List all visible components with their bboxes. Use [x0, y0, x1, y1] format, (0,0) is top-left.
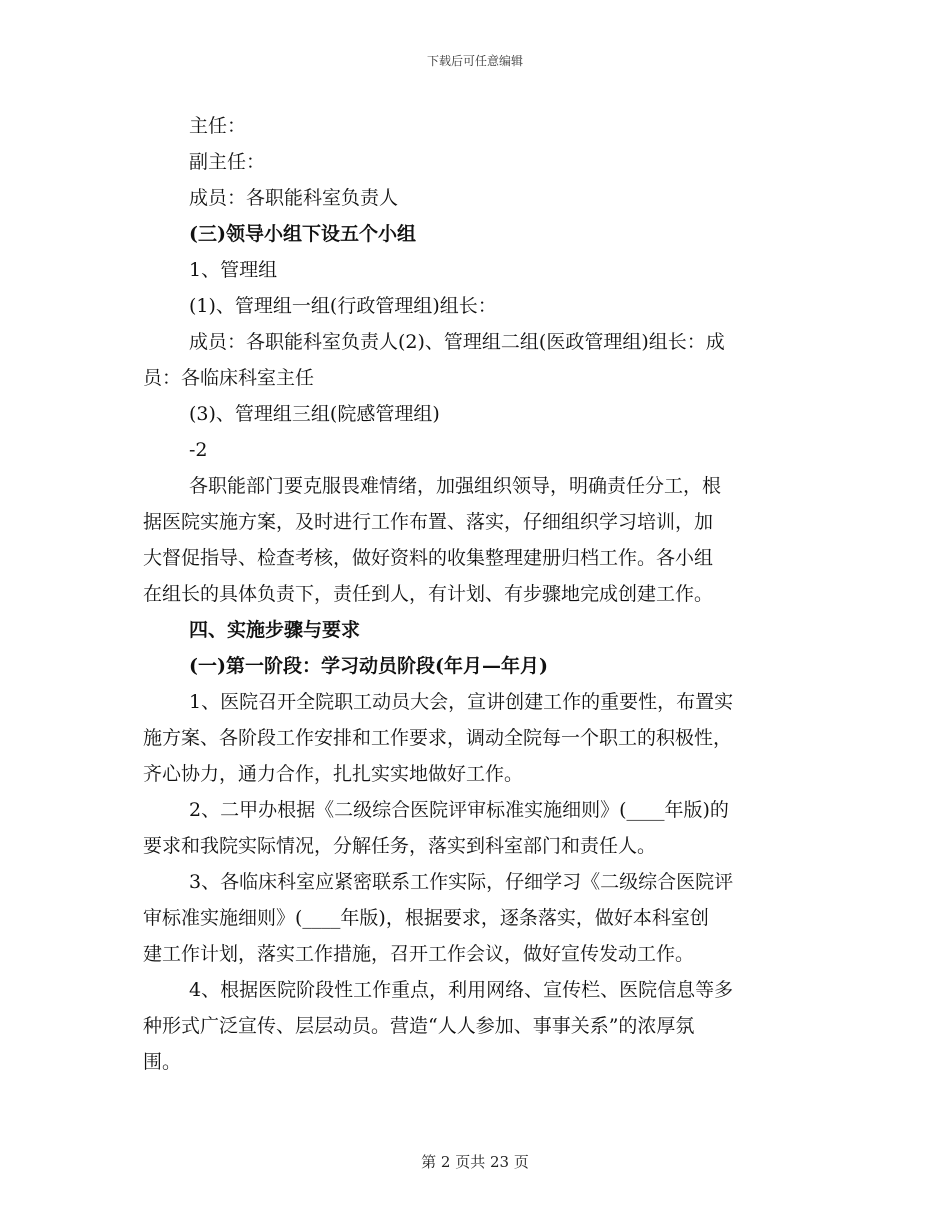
document-body — [143, 108, 808, 1080]
section-heading-subgroups: (三)领导小组下设五个小组 — [189, 223, 416, 245]
item-4-line-1: 4、根据医院阶段性工作重点，利用网络、宣传栏、医院信息等多 — [189, 979, 734, 1001]
section-heading-steps: 四、实施步骤与要求 — [189, 619, 361, 641]
text-line-members-group-2: 成员：各职能科室负责人(2)、管理组二组(医政管理组)组长：成 — [189, 331, 725, 353]
text-line-management-group: 1、管理组 — [189, 259, 278, 281]
page-header: 下载后可任意编辑 — [426, 54, 523, 68]
item-3-line-1: 3、各临床科室应紧密联系工作实际，仔细学习《二级综合医院评 — [189, 871, 734, 893]
text-line-members-clinical: 员：各临床科室主任 — [143, 367, 315, 389]
item-4-line-2: 种形式广泛宣传、层层动员。营造“人人参加、事事关系”的浓厚氛 — [143, 1015, 695, 1037]
item-4-line-3: 围。 — [143, 1051, 182, 1073]
item-1-line-2: 施方案、各阶段工作安排和工作要求，调动全院每一个职工的积极性， — [143, 727, 733, 749]
paragraph-duties-line-1: 各职能部门要克服畏难情绪，加强组织领导，明确责任分工，根 — [189, 475, 722, 497]
paragraph-duties-line-4: 在组长的具体负责下，责任到人，有计划、有步骤地完成创建工作。 — [143, 583, 714, 605]
item-1-line-3: 齐心协力，通力合作，扎扎实实地做好工作。 — [143, 763, 524, 785]
item-1-line-1: 1、医院召开全院职工动员大会，宣讲创建工作的重要性，布置实 — [189, 691, 734, 713]
section-heading-stage-1: (一)第一阶段：学习动员阶段(年月—年月) — [189, 655, 548, 677]
text-line-group-3: (3)、管理组三组(院感管理组) — [189, 403, 440, 425]
text-line-members: 成员：各职能科室负责人 — [189, 187, 399, 209]
item-2-line-2: 要求和我院实际情况，分解任务，落实到科室部门和责任人。 — [143, 835, 657, 857]
text-line-director: 主任： — [189, 115, 247, 137]
item-2-line-1: 2、二甲办根据《二级综合医院评审标准实施细则》(____年版)的 — [189, 799, 729, 821]
item-3-line-2: 审标准实施细则》(____年版)，根据要求，逐条落实，做好本科室创 — [143, 907, 709, 929]
paragraph-duties-line-3: 大督促指导、检查考核，做好资料的收集整理建册归档工作。各小组 — [143, 547, 714, 569]
paragraph-duties-line-2: 据医院实施方案，及时进行工作布置、落实，仔细组织学习培训，加 — [143, 511, 714, 533]
page-footer: 第 2 页共 23 页 — [421, 1153, 529, 1171]
item-3-line-3: 建工作计划，落实工作措施，召开工作会议，做好宣传发动工作。 — [143, 943, 695, 965]
text-line-group-1: (1)、管理组一组(行政管理组)组长： — [189, 295, 497, 317]
text-line-deputy-director: 副主任： — [189, 151, 266, 173]
text-line-minus-2: -2 — [189, 439, 208, 461]
